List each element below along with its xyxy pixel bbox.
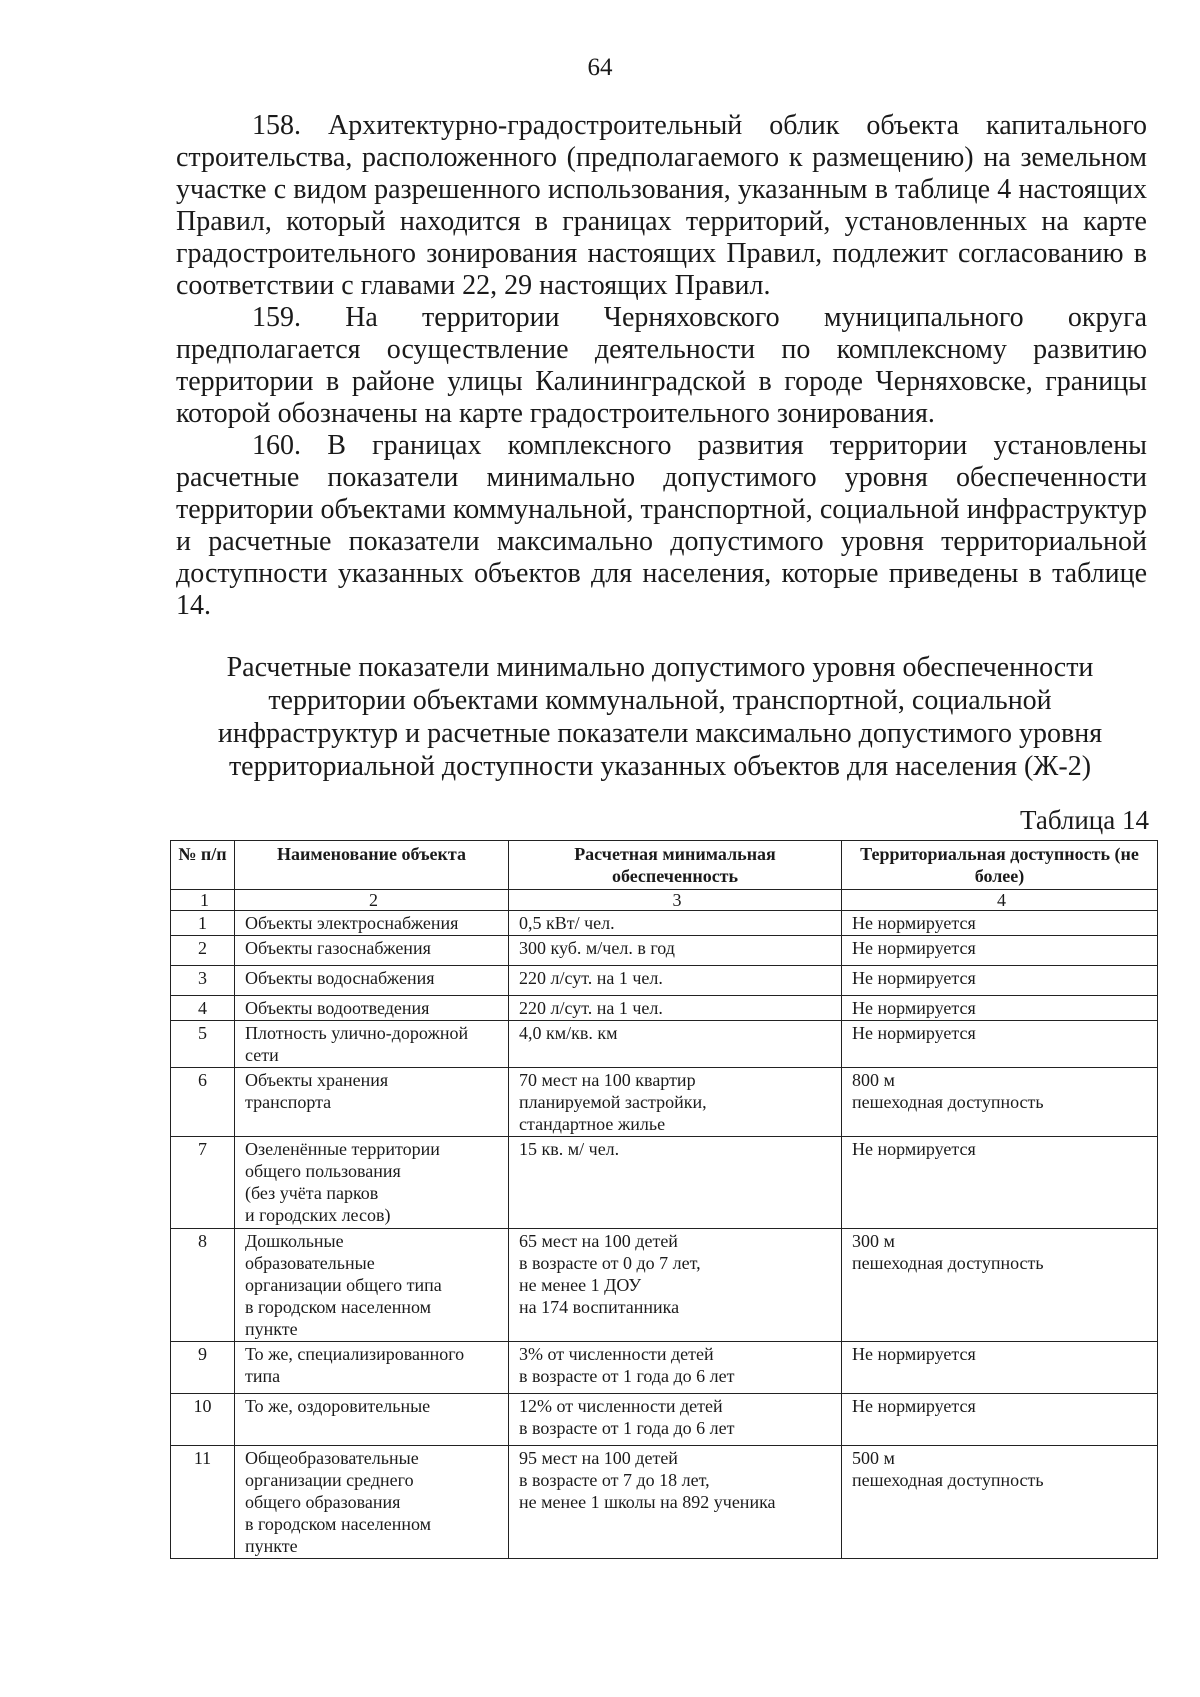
row-number: 8: [171, 1229, 235, 1342]
cell-text-line: Не нормируется: [852, 1139, 976, 1159]
cell-text-line: типа: [245, 1366, 281, 1386]
indicators-table: [170, 840, 1158, 1559]
cell-text-line: 15 кв. м/ чел.: [519, 1139, 620, 1159]
cell-text-line: организации среднего: [245, 1470, 414, 1490]
cell-text-line: сети: [245, 1045, 279, 1065]
cell-text-line: 220 л/сут. на 1 чел.: [519, 968, 663, 988]
cell-text-line: 0,5 кВт/ чел.: [519, 913, 615, 933]
cell-text-line: не менее 1 школы на 892 ученика: [519, 1492, 776, 1512]
table-row: [171, 1068, 1158, 1137]
cell-text-line: организации общего типа: [245, 1275, 442, 1295]
index-cell: 4: [842, 890, 1158, 911]
object-name-cell: [235, 1021, 509, 1068]
header-min-provision: Расчетная минимальная обеспеченность: [509, 841, 842, 890]
min-provision-cell: [509, 1342, 842, 1394]
object-name-cell: [235, 1068, 509, 1137]
index-cell: 2: [235, 890, 509, 911]
cell-text-line: образовательные: [245, 1253, 375, 1273]
row-number: 2: [171, 936, 235, 966]
cell-text-line: Дошкольные: [245, 1231, 344, 1251]
cell-text-line: стандартное жилье: [519, 1114, 666, 1134]
row-number: 3: [171, 966, 235, 996]
min-provision-cell: [509, 1446, 842, 1559]
min-provision-cell: [509, 1137, 842, 1229]
index-cell: 1: [171, 890, 235, 911]
cell-text-line: 95 мест на 100 детей: [519, 1448, 678, 1468]
cell-text-line: 70 мест на 100 квартир: [519, 1070, 696, 1090]
accessibility-cell: [842, 1394, 1158, 1446]
row-number: 9: [171, 1342, 235, 1394]
cell-text-line: пешеходная доступность: [852, 1092, 1044, 1112]
cell-text-line: Объекты водоснабжения: [245, 968, 435, 988]
body-text: [176, 110, 1147, 622]
cell-text-line: Общеобразовательные: [245, 1448, 419, 1468]
accessibility-cell: [842, 1068, 1158, 1137]
min-provision-cell: [509, 911, 842, 936]
accessibility-cell: [842, 1342, 1158, 1394]
table-row: [171, 911, 1158, 936]
cell-text-line: 500 м: [852, 1448, 895, 1468]
min-provision-cell: [509, 1229, 842, 1342]
table-header-row: [171, 841, 1158, 890]
min-provision-cell: [509, 1021, 842, 1068]
table-row: [171, 966, 1158, 996]
object-name-cell: [235, 1342, 509, 1394]
cell-text-line: (без учёта парков: [245, 1183, 379, 1203]
index-cell: 3: [509, 890, 842, 911]
cell-text-line: То же, оздоровительные: [245, 1396, 431, 1416]
cell-text-line: в возрасте от 7 до 18 лет,: [519, 1470, 710, 1490]
object-name-cell: [235, 1137, 509, 1229]
row-number: 7: [171, 1137, 235, 1229]
table-row: [171, 1342, 1158, 1394]
cell-text-line: 220 л/сут. на 1 чел.: [519, 998, 663, 1018]
min-provision-cell: [509, 1068, 842, 1137]
cell-text-line: планируемой застройки,: [519, 1092, 707, 1112]
cell-text-line: в возрасте от 1 года до 6 лет: [519, 1366, 735, 1386]
cell-text-line: 300 куб. м/чел. в год: [519, 938, 675, 958]
row-number: 4: [171, 996, 235, 1021]
cell-text-line: в городском населенном: [245, 1297, 432, 1317]
cell-text-line: 4,0 км/кв. км: [519, 1023, 618, 1043]
table-row: [171, 936, 1158, 966]
row-number: 5: [171, 1021, 235, 1068]
cell-text-line: Не нормируется: [852, 1344, 976, 1364]
accessibility-cell: [842, 1229, 1158, 1342]
cell-text-line: Озеленённые территории: [245, 1139, 440, 1159]
object-name-cell: [235, 996, 509, 1021]
cell-text-line: и городских лесов): [245, 1205, 391, 1225]
accessibility-cell: [842, 1446, 1158, 1559]
paragraph-159: 159. На территории Черняховского муниципального округа предполагается осуществление деятельности по комплексному развитию территории в районе улицы Калининградской в городе Черняховске, границы которой обозначены на карте градостроительного зонирования.: [176, 302, 1147, 429]
table-row: [171, 1229, 1158, 1342]
cell-text-line: в возрасте от 0 до 7 лет,: [519, 1253, 701, 1273]
table-body: [171, 911, 1158, 1559]
header-object-name: Наименование объекта: [235, 841, 509, 890]
accessibility-cell: [842, 1021, 1158, 1068]
cell-text-line: Объекты хранения: [245, 1070, 389, 1090]
cell-text-line: Объекты газоснабжения: [245, 938, 431, 958]
cell-text-line: пункте: [245, 1319, 298, 1339]
object-name-cell: [235, 1229, 509, 1342]
cell-text-line: 300 м: [852, 1231, 895, 1251]
object-name-cell: [235, 966, 509, 996]
cell-text-line: Объекты электроснабжения: [245, 913, 459, 933]
object-name-cell: [235, 1394, 509, 1446]
row-number: 10: [171, 1394, 235, 1446]
cell-text-line: Не нормируется: [852, 998, 976, 1018]
table-row: [171, 1137, 1158, 1229]
object-name-cell: [235, 1446, 509, 1559]
object-name-cell: [235, 936, 509, 966]
paragraph-160: 160. В границах комплексного развития территории установлены расчетные показатели минимально допустимого уровня обеспеченности территории объектами коммунальной, транспортной, социальной инфраструктур и расчетные показатели максимально допустимого уровня территориальной доступности указанных объектов для населения, которые приведены в таблице 14.: [176, 430, 1147, 621]
cell-text-line: в возрасте от 1 года до 6 лет: [519, 1418, 735, 1438]
table-label: Таблица 14: [1020, 805, 1149, 835]
table-row: [171, 1394, 1158, 1446]
cell-text-line: Не нормируется: [852, 968, 976, 988]
cell-text-line: в городском населенном: [245, 1514, 432, 1534]
accessibility-cell: [842, 936, 1158, 966]
header-accessibility: Территориальная доступность (не более): [842, 841, 1158, 890]
cell-text-line: не менее 1 ДОУ: [519, 1275, 642, 1295]
table-row: [171, 1446, 1158, 1559]
accessibility-cell: [842, 966, 1158, 996]
cell-text-line: Не нормируется: [852, 1396, 976, 1416]
paragraph-158: 158. Архитектурно-градостроительный облик объекта капитального строительства, расположенного (предполагаемого к размещению) на земельном участке с видом разрешенного использования, указанным в таблице 4 настоящих Правил, который находится в границах территорий, установленных на карте градостроительного зонирования настоящих Правил, подлежит согласованию в соответствии с главами 22, 29 настоящих Правил.: [176, 110, 1147, 301]
accessibility-cell: [842, 911, 1158, 936]
row-number: 6: [171, 1068, 235, 1137]
accessibility-cell: [842, 1137, 1158, 1229]
header-number: № п/п: [171, 841, 235, 890]
object-name-cell: [235, 911, 509, 936]
cell-text-line: Не нормируется: [852, 938, 976, 958]
cell-text-line: общего образования: [245, 1492, 401, 1512]
accessibility-cell: [842, 996, 1158, 1021]
min-provision-cell: [509, 966, 842, 996]
cell-text-line: То же, специализированного: [245, 1344, 465, 1364]
table-row: [171, 1021, 1158, 1068]
page-number: 64: [587, 54, 613, 81]
cell-text-line: 65 мест на 100 детей: [519, 1231, 678, 1251]
min-provision-cell: [509, 936, 842, 966]
row-number: 1: [171, 911, 235, 936]
table-title: Расчетные показатели минимально допустимого уровня обеспеченности территории объектами коммунальной, транспортной, социальной инфраструктур и расчетные показатели максимально допустимого уровня территориальной доступности указанных объектов для населения (Ж-2): [217, 652, 1103, 782]
cell-text-line: пешеходная доступность: [852, 1253, 1044, 1273]
min-provision-cell: [509, 1394, 842, 1446]
table-index-row: [171, 890, 1158, 911]
cell-text-line: 3% от численности детей: [519, 1344, 714, 1364]
min-provision-cell: [509, 996, 842, 1021]
row-number: 11: [171, 1446, 235, 1559]
cell-text-line: 800 м: [852, 1070, 895, 1090]
cell-text-line: транспорта: [245, 1092, 332, 1112]
cell-text-line: пешеходная доступность: [852, 1470, 1044, 1490]
cell-text-line: общего пользования: [245, 1161, 401, 1181]
table-row: [171, 996, 1158, 1021]
cell-text-line: на 174 воспитанника: [519, 1297, 680, 1317]
cell-text-line: Не нормируется: [852, 913, 976, 933]
cell-text-line: Не нормируется: [852, 1023, 976, 1043]
cell-text-line: пункте: [245, 1536, 298, 1556]
cell-text-line: 12% от численности детей: [519, 1396, 723, 1416]
cell-text-line: Плотность улично-дорожной: [245, 1023, 469, 1043]
cell-text-line: Объекты водоотведения: [245, 998, 430, 1018]
